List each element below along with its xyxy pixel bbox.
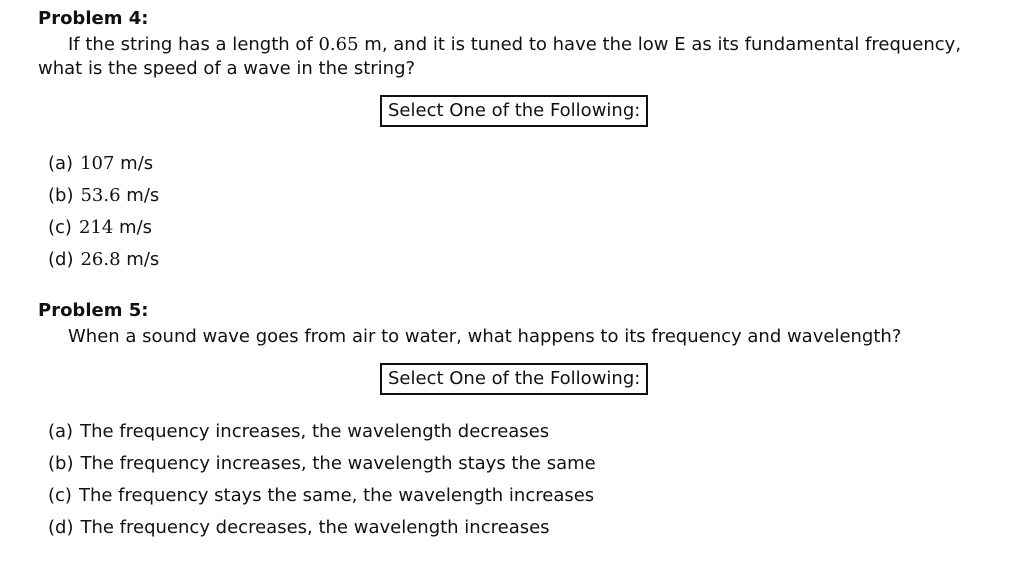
option-letter: (d) xyxy=(48,517,74,538)
option-text: The frequency increases, the wavelength decreases xyxy=(80,421,550,442)
option-letter: (b) xyxy=(48,453,74,474)
option-unit: m/s xyxy=(120,185,160,206)
problem-5-title: Problem 5: xyxy=(38,300,149,321)
problem-4-select-one-box: Select One of the Following: xyxy=(380,95,648,127)
option-letter: (d) xyxy=(48,249,74,270)
option-letter: (a) xyxy=(48,153,74,174)
option-letter: (c) xyxy=(48,217,72,238)
problem-5-option-b[interactable] xyxy=(48,448,596,480)
option-unit: m/s xyxy=(120,249,160,270)
problem-5-options xyxy=(48,416,596,544)
option-value: 53.6 xyxy=(80,185,121,206)
question-text-end: , and it is tuned to have the low E as its fundamental frequency, what is the speed of a wave in the string? xyxy=(38,34,962,79)
option-text: The frequency stays the same, the wavelength increases xyxy=(78,485,595,506)
option-unit: m/s xyxy=(114,153,154,174)
problem-5-option-a[interactable] xyxy=(48,416,596,448)
question-text-start: If the string has a length of xyxy=(68,34,319,55)
option-text: The frequency increases, the wavelength stays the same xyxy=(80,453,596,474)
option-value: 214 xyxy=(78,217,114,238)
option-text: The frequency decreases, the wavelength increases xyxy=(80,517,550,538)
problem-5-select-one-box: Select One of the Following: xyxy=(380,363,648,395)
problem-4-option-c[interactable] xyxy=(48,212,159,244)
problem-4-option-b[interactable] xyxy=(48,180,159,212)
string-length-value: 0.65 xyxy=(318,34,359,55)
problem-4-question xyxy=(38,33,988,81)
string-length-unit: m xyxy=(358,34,382,55)
problem-4-options xyxy=(48,148,159,276)
option-letter: (c) xyxy=(48,485,72,506)
problem-5-option-c[interactable] xyxy=(48,480,596,512)
option-unit: m/s xyxy=(113,217,153,238)
problem-5-question: When a sound wave goes from air to water, what happens to its frequency and wavelength? xyxy=(68,326,902,347)
problem-4-title: Problem 4: xyxy=(38,8,149,29)
option-value: 107 xyxy=(80,153,115,174)
option-letter: (b) xyxy=(48,185,74,206)
option-letter: (a) xyxy=(48,421,74,442)
problem-4-option-d[interactable] xyxy=(48,244,159,276)
option-value: 26.8 xyxy=(80,249,121,270)
problem-5-option-d[interactable] xyxy=(48,512,596,544)
problem-4-option-a[interactable] xyxy=(48,148,159,180)
